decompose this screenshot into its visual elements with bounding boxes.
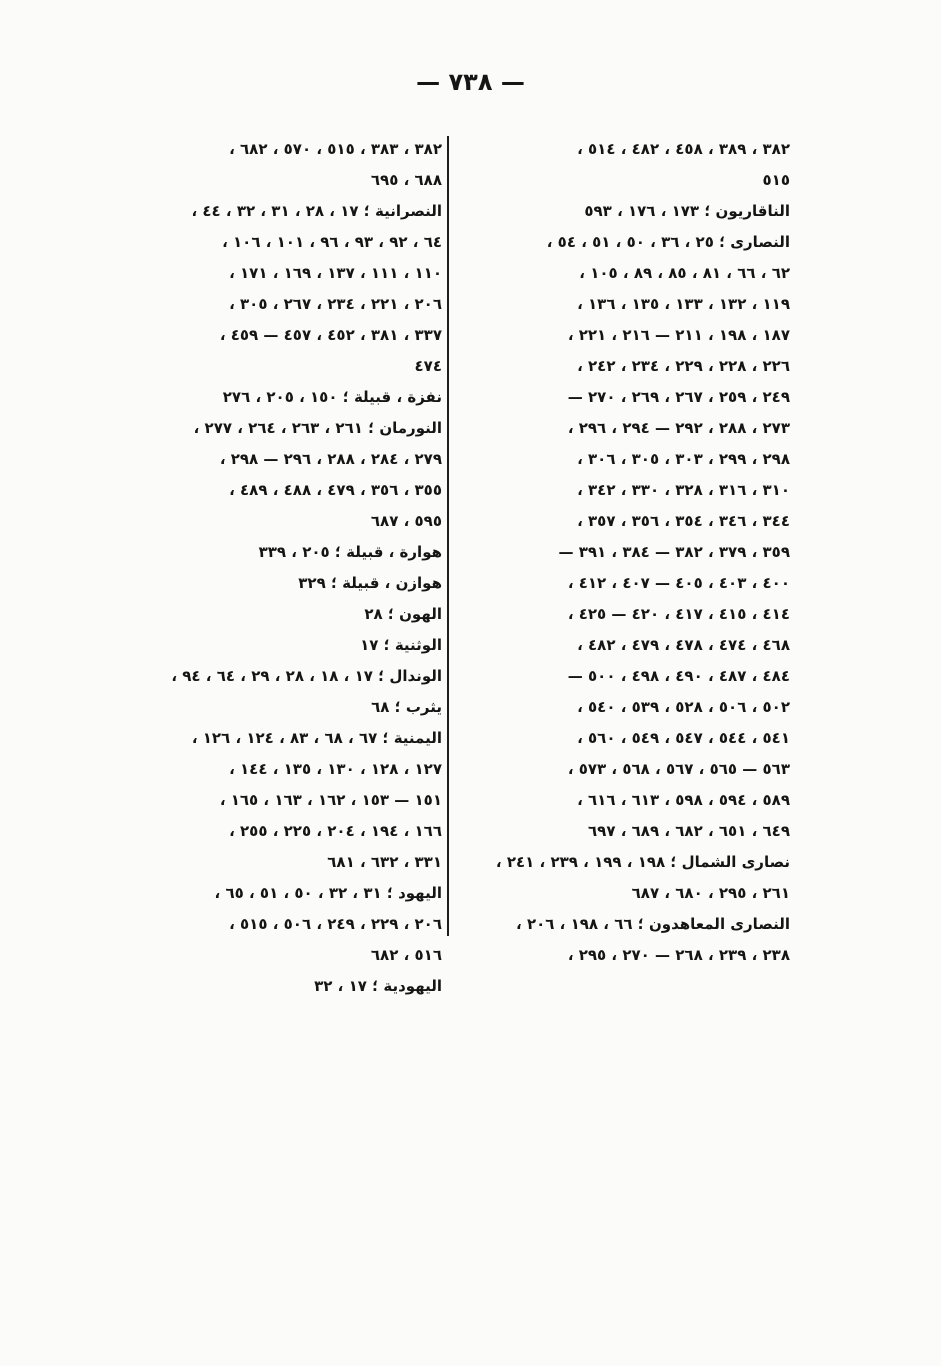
index-line: ٣٣٧ ، ٣٨١ ، ٤٥٢ ، ٤٥٧ — ٤٥٩ ، (219, 326, 442, 344)
index-line: النصارى ؛ ٢٥ ، ٣٦ ، ٥٠ ، ٥١ ، ٥٤ ، (546, 233, 790, 251)
index-line: ٣٨٢ ، ٣٨٣ ، ٥١٥ ، ٥٧٠ ، ٦٨٢ ، (229, 140, 442, 158)
index-line: ٥٠٢ ، ٥٠٦ ، ٥٢٨ ، ٥٣٩ ، ٥٤٠ ، (577, 698, 790, 716)
index-line: ٤٦٨ ، ٤٧٤ ، ٤٧٨ ، ٤٧٩ ، ٤٨٢ ، (577, 636, 790, 654)
index-line: ٢٧٣ ، ٢٨٨ ، ٢٩٢ — ٢٩٤ ، ٢٩٦ ، (567, 419, 790, 437)
index-column-right (455, 134, 790, 971)
index-line: ٦٤٩ ، ٦٥١ ، ٦٨٢ ، ٦٨٩ ، ٦٩٧ (588, 822, 790, 840)
index-line: ٥١٦ ، ٦٨٢ (370, 946, 442, 964)
index-line: ٢٣٨ ، ٢٣٩ ، ٢٦٨ — ٢٧٠ ، ٢٩٥ ، (567, 946, 790, 964)
index-line: الوثنية ؛ ١٧ (360, 636, 442, 654)
index-line: النصرانية ؛ ١٧ ، ٢٨ ، ٣١ ، ٣٢ ، ٤٤ ، (191, 202, 442, 220)
index-line: ٣٤٤ ، ٣٤٦ ، ٣٥٤ ، ٣٥٦ ، ٣٥٧ ، (577, 512, 790, 530)
index-line: ٦٨٨ ، ٦٩٥ (370, 171, 442, 189)
index-line: هوازن ، قبيلة ؛ ٣٢٩ (298, 574, 442, 592)
index-line: ٥٨٩ ، ٥٩٤ ، ٥٩٨ ، ٦١٣ ، ٦١٦ ، (577, 791, 790, 809)
index-line: ٢٩٨ ، ٢٩٩ ، ٣٠٣ ، ٣٠٥ ، ٣٠٦ ، (577, 450, 790, 468)
index-line: نفزة ، قبيلة ؛ ١٥٠ ، ٢٠٥ ، ٢٧٦ (222, 388, 442, 406)
index-line: ٣٨٢ ، ٣٨٩ ، ٤٥٨ ، ٤٨٢ ، ٥١٤ ، (577, 140, 790, 158)
index-line: ١٥١ — ١٥٣ ، ١٦٢ ، ١٦٣ ، ١٦٥ ، (219, 791, 442, 809)
index-line: ٢٢٦ ، ٢٢٨ ، ٢٢٩ ، ٢٣٤ ، ٢٤٢ ، (577, 357, 790, 375)
index-line: الوندال ؛ ١٧ ، ١٨ ، ٢٨ ، ٢٩ ، ٦٤ ، ٩٤ ، (171, 667, 442, 685)
index-line: ٤٠٠ ، ٤٠٣ ، ٤٠٥ — ٤٠٧ ، ٤١٢ ، (567, 574, 790, 592)
index-line: ٢٠٦ ، ٢٢١ ، ٢٣٤ ، ٢٦٧ ، ٣٠٥ ، (229, 295, 442, 313)
index-line: اليهود ؛ ٣١ ، ٣٢ ، ٥٠ ، ٥١ ، ٦٥ ، (214, 884, 442, 902)
index-line: اليمنية ؛ ٦٧ ، ٦٨ ، ٨٣ ، ١٢٤ ، ١٢٦ ، (191, 729, 442, 747)
index-line: ٥٤١ ، ٥٤٤ ، ٥٤٧ ، ٥٤٩ ، ٥٦٠ ، (577, 729, 790, 747)
index-line: ٤١٤ ، ٤١٥ ، ٤١٧ ، ٤٢٠ — ٤٢٥ ، (567, 605, 790, 623)
index-line: ٣٥٩ ، ٣٧٩ ، ٣٨٢ — ٣٨٤ ، ٣٩١ — (558, 543, 790, 561)
index-line: نصارى الشمال ؛ ١٩٨ ، ١٩٩ ، ٢٣٩ ، ٢٤١ ، (495, 853, 790, 871)
index-line: ٥١٥ (762, 171, 790, 189)
index-line: هوارة ، قبيلة ؛ ٢٠٥ ، ٣٣٩ (258, 543, 442, 561)
index-line: ١٨٧ ، ١٩٨ ، ٢١١ — ٢١٦ ، ٢٢١ ، (567, 326, 790, 344)
index-line: ٣٥٥ ، ٣٥٦ ، ٤٧٩ ، ٤٨٨ ، ٤٨٩ ، (229, 481, 442, 499)
index-line: ٦٤ ، ٩٢ ، ٩٣ ، ٩٦ ، ١٠١ ، ١٠٦ ، (222, 233, 442, 251)
index-column-left (92, 134, 442, 1002)
index-line: ٢٧٩ ، ٢٨٤ ، ٢٨٨ ، ٢٩٦ — ٢٩٨ ، (219, 450, 442, 468)
index-line: الناقاريون ؛ ١٧٣ ، ١٧٦ ، ٥٩٣ (584, 202, 790, 220)
index-line: اليهودية ؛ ١٧ ، ٣٢ (314, 977, 442, 995)
index-line: النورمان ؛ ٢٦١ ، ٢٦٣ ، ٢٦٤ ، ٢٧٧ ، (193, 419, 442, 437)
index-line: ٣١٠ ، ٣١٦ ، ٣٢٨ ، ٣٣٠ ، ٣٤٢ ، (577, 481, 790, 499)
column-divider (447, 136, 449, 936)
index-line: ٥٩٥ ، ٦٨٧ (370, 512, 442, 530)
index-line: ٤٧٤ (414, 357, 442, 375)
index-line: ٥٦٣ — ٥٦٥ ، ٥٦٧ ، ٥٦٨ ، ٥٧٣ ، (567, 760, 790, 778)
index-line: ٢٠٦ ، ٢٢٩ ، ٢٤٩ ، ٥٠٦ ، ٥١٥ ، (229, 915, 442, 933)
index-line: ٣٣١ ، ٦٣٢ ، ٦٨١ (327, 853, 442, 871)
index-line: ٢٦١ ، ٢٩٥ ، ٦٨٠ ، ٦٨٧ (631, 884, 790, 902)
index-line: يثرب ؛ ٦٨ (371, 698, 442, 716)
index-line: ١١٩ ، ١٣٢ ، ١٣٣ ، ١٣٥ ، ١٣٦ ، (577, 295, 790, 313)
index-line: ١١٠ ، ١١١ ، ١٣٧ ، ١٦٩ ، ١٧١ ، (229, 264, 442, 282)
index-line: الهون ؛ ٢٨ (364, 605, 442, 623)
page-number: — ٧٣٨ — (416, 68, 525, 96)
index-line: ١٢٧ ، ١٢٨ ، ١٣٠ ، ١٣٥ ، ١٤٤ ، (229, 760, 442, 778)
index-line: النصارى المعاهدون ؛ ٦٦ ، ١٩٨ ، ٢٠٦ ، (516, 915, 790, 933)
index-line: ٦٢ ، ٦٦ ، ٨١ ، ٨٥ ، ٨٩ ، ١٠٥ ، (579, 264, 790, 282)
index-line: ٤٨٤ ، ٤٨٧ ، ٤٩٠ ، ٤٩٨ ، ٥٠٠ — (567, 667, 790, 685)
index-line: ١٦٦ ، ١٩٤ ، ٢٠٤ ، ٢٢٥ ، ٢٥٥ ، (229, 822, 442, 840)
index-line: ٢٤٩ ، ٢٥٩ ، ٢٦٧ ، ٢٦٩ ، ٢٧٠ — (567, 388, 790, 406)
